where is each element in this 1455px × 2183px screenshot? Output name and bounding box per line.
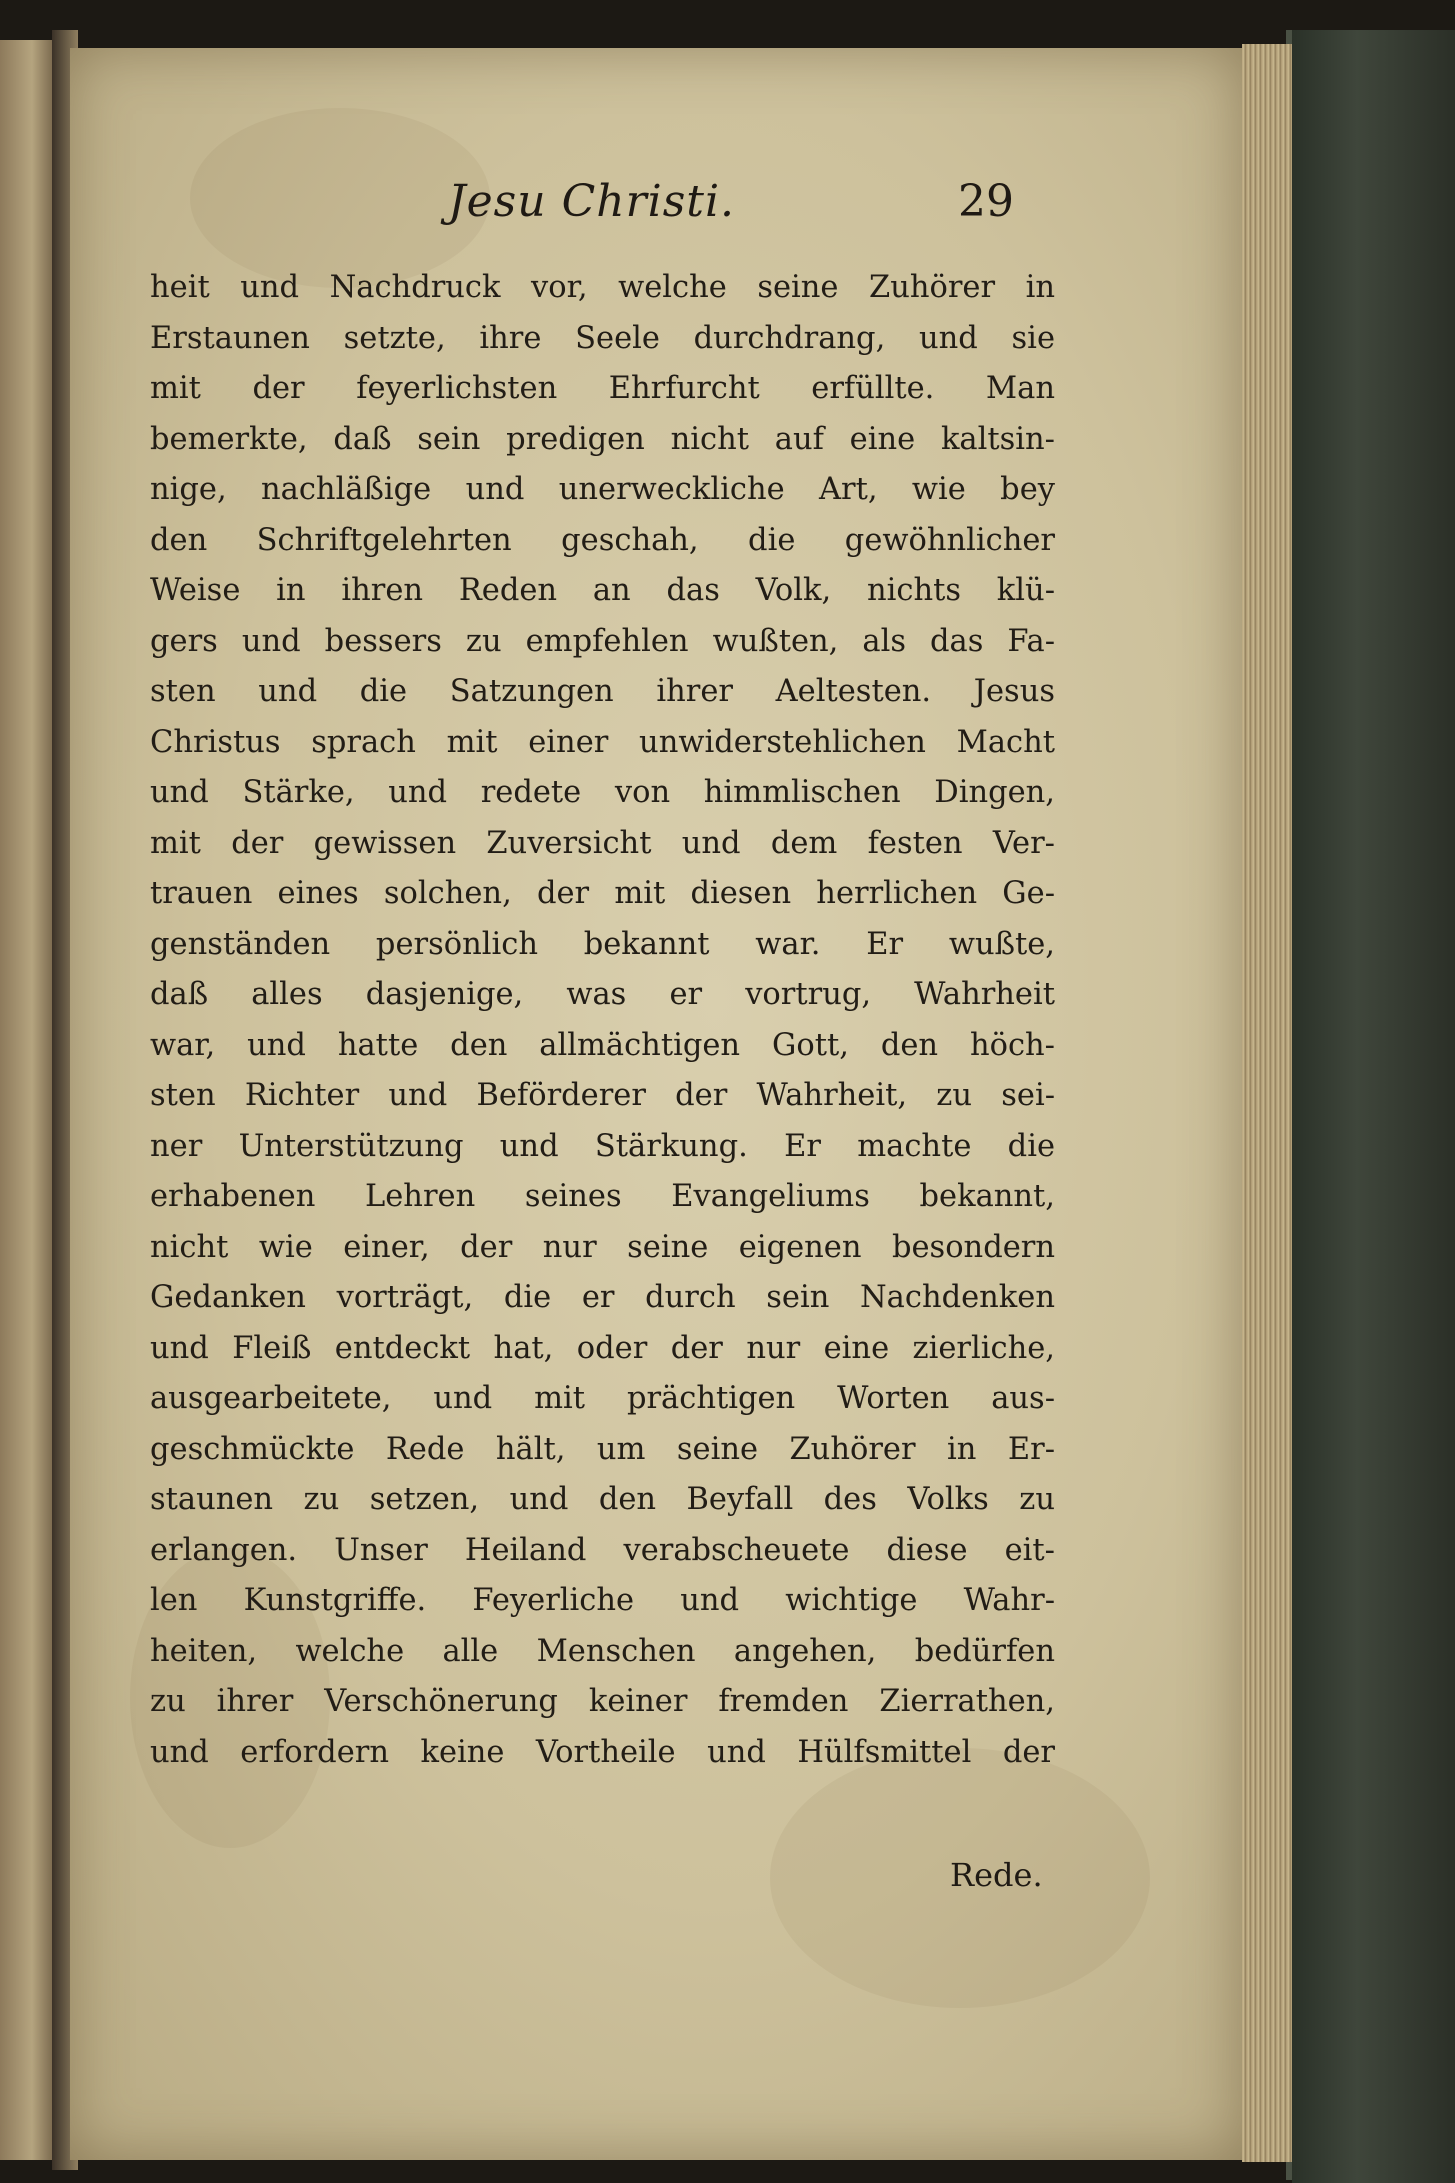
text-line: Erstaunen setzte, ihre Seele durchdrang, und sie	[150, 320, 1055, 356]
text-line: nige, nachläßige und unerweckliche Art, wie bey	[150, 472, 1055, 507]
text-line: Gedanken vorträgt, die er durch sein Nachdenken	[150, 1280, 1055, 1315]
text-line: gers und bessers zu empfehlen wußten, als das Fa-	[150, 623, 1055, 659]
running-head	[70, 176, 1242, 246]
catchword: Rede.	[950, 1856, 1043, 1894]
text-line: ner Unterstützung und Stärkung. Er machte die	[150, 1128, 1055, 1164]
text-line: len Kunstgriffe. Feyerliche und wichtige Wahr-	[150, 1583, 1055, 1618]
running-title: Jesu Christi.	[448, 176, 736, 227]
text-line: und erfordern keine Vortheile und Hülfsmittel der	[150, 1734, 1055, 1770]
page-edges	[1242, 44, 1292, 2162]
text-line: Christus sprach mit einer unwiderstehlichen Macht	[150, 724, 1055, 760]
book-cover	[1292, 30, 1455, 2183]
text-line: und Stärke, und redete von himmlischen Dingen,	[150, 775, 1055, 810]
text-line: ausgearbeitete, und mit prächtigen Worten aus-	[150, 1381, 1055, 1416]
text-line: heiten, welche alle Menschen angehen, bedürfen	[150, 1633, 1055, 1669]
body-text	[150, 263, 1055, 1778]
text-line: war, und hatte den allmächtigen Gott, den höch-	[150, 1027, 1055, 1063]
text-line: trauen eines solchen, der mit diesen herrlichen Ge-	[150, 876, 1055, 911]
text-line: heit und Nachdruck vor, welche seine Zuhörer in	[150, 270, 1055, 305]
text-line: bemerkte, daß sein predigen nicht auf eine kaltsin-	[150, 421, 1055, 457]
text-line: mit der gewissen Zuversicht und dem festen Ver-	[150, 825, 1055, 861]
text-line: zu ihrer Verschönerung keiner fremden Zierrathen,	[150, 1684, 1055, 1719]
text-line: erlangen. Unser Heiland verabscheuete diese eit-	[150, 1532, 1055, 1568]
text-line: sten Richter und Beförderer der Wahrheit, zu sei-	[150, 1078, 1055, 1113]
page-number: 29	[958, 176, 1014, 227]
text-line: staunen zu setzen, und den Beyfall des Volks zu	[150, 1482, 1055, 1517]
text-line: nicht wie einer, der nur seine eigenen besondern	[150, 1229, 1055, 1265]
text-line: mit der feyerlichsten Ehrfurcht erfüllte. Man	[150, 371, 1055, 406]
text-line: geschmückte Rede hält, um seine Zuhörer in Er-	[150, 1431, 1055, 1467]
previous-page-edge	[0, 40, 58, 2160]
text-line: den Schriftgelehrten geschah, die gewöhnlicher	[150, 522, 1055, 558]
text-line: daß alles dasjenige, was er vortrug, Wahrheit	[150, 977, 1055, 1012]
text-line: Weise in ihren Reden an das Volk, nichts klü-	[150, 573, 1055, 608]
text-line: genständen persönlich bekannt war. Er wußte,	[150, 926, 1055, 962]
text-line: und Fleiß entdeckt hat, oder der nur eine zierliche,	[150, 1330, 1055, 1366]
text-line: sten und die Satzungen ihrer Aeltesten. Jesus	[150, 674, 1055, 709]
text-line: erhabenen Lehren seines Evangeliums bekannt,	[150, 1179, 1055, 1214]
